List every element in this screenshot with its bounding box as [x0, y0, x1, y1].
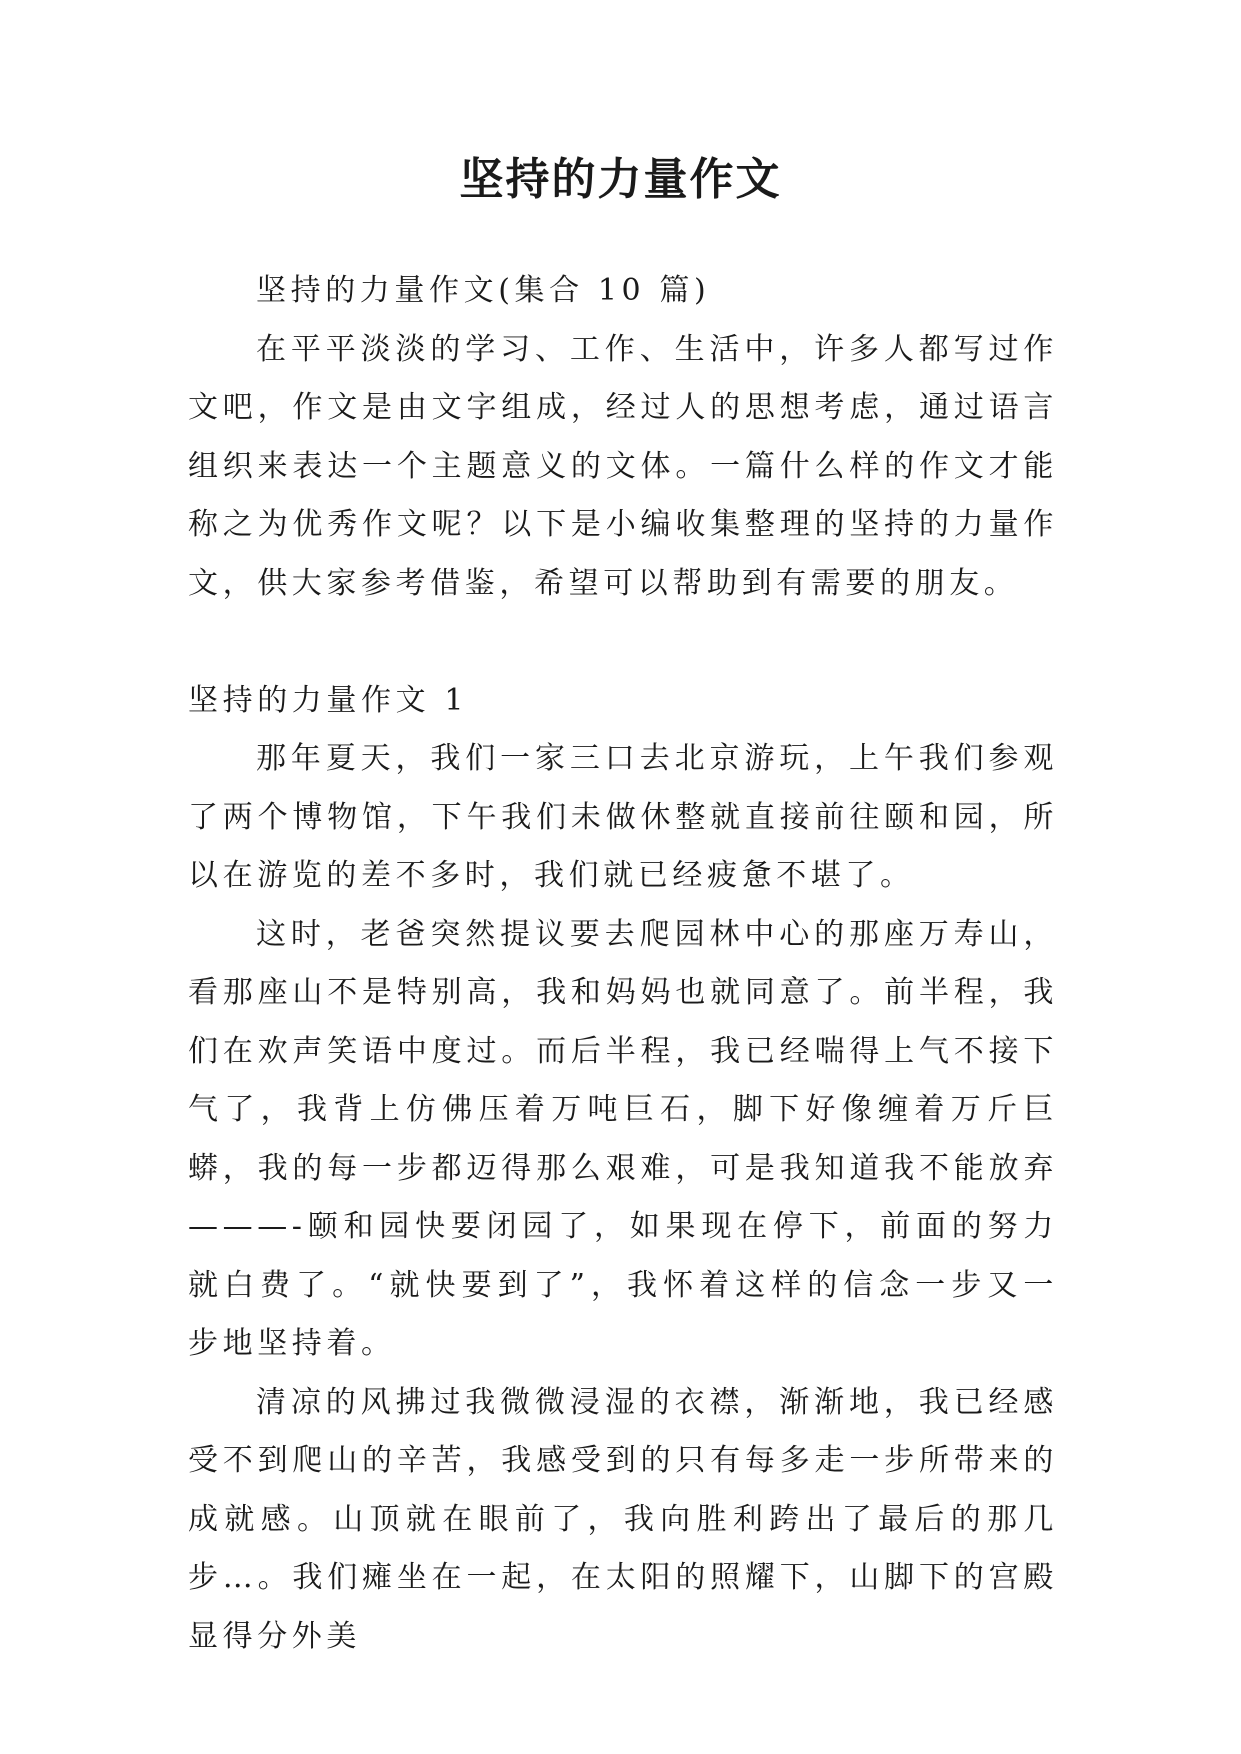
section-heading: 坚持的力量作文 1 — [188, 682, 469, 718]
document-subtitle: 坚持的力量作文(集合 10 篇) — [256, 273, 711, 308]
document-body — [188, 262, 1058, 1666]
body-paragraph-1: 那年夏天，我们一家三口去北京游玩，上午我们参观了两个博物馆，下午我们未做休整就直接前往颐和园，所以在游览的差不多时，我们就已经疲惫不堪了。 — [188, 741, 1058, 893]
body-paragraph-2: 这时，老爸突然提议要去爬园林中心的那座万寿山，看那座山不是特别高，我和妈妈也就同意了。前半程，我们在欢声笑语中度过。而后半程，我已经喘得上气不接下气了，我背上仿佛压着万吨巨石，脚下好像缠着万斤巨蟒，我的每一步都迈得那么艰难，可是我知道我不能放弃———-颐和园快要闭园了，如果现在停下，前面的努力就白费了。“就快要到了”，我怀着这样的信念一步又一步地坚持着。 — [188, 916, 1058, 1361]
body-paragraph-3: 清凉的风拂过我微微浸湿的衣襟，渐渐地，我已经感受不到爬山的辛苦，我感受到的只有每多走一步所带来的成就感。山顶就在眼前了，我向胜利跨出了最后的那几步…。我们瘫坐在一起，在太阳的照耀下，山脚下的宫殿显得分外美 — [188, 1384, 1058, 1654]
intro-paragraph: 在平平淡淡的学习、工作、生活中，许多人都写过作文吧，作文是由文字组成，经过人的思想考虑，通过语言组织来表达一个主题意义的文体。一篇什么样的作文才能称之为优秀作文呢？以下是小编收集整理的坚持的力量作文，供大家参考借鉴，希望可以帮助到有需要的朋友。 — [188, 331, 1058, 601]
document-title: 坚持的力量作文 — [459, 154, 782, 205]
section-spacer — [188, 613, 1058, 672]
